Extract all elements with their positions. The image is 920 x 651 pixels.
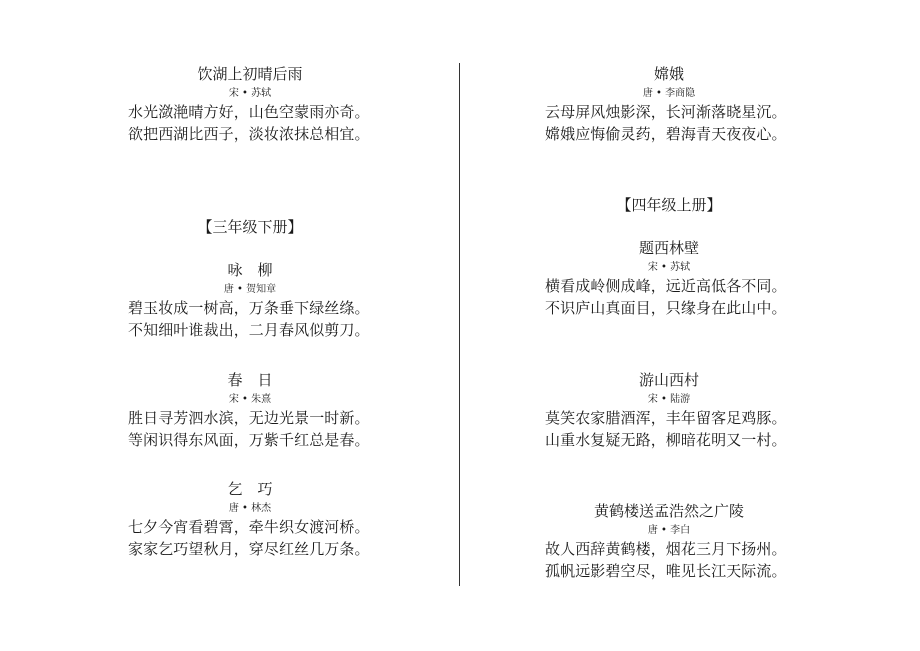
poem-yong-liu (128, 260, 372, 341)
poem-ti-xi-lin-bi (545, 238, 793, 319)
poem-line: 家家乞巧望秋月，穿尽红丝几万条。 (128, 540, 370, 558)
section-heading-grade4-vol1: 【四年级上册】 (616, 196, 722, 214)
poem-line: 嫦娥应悔偷灵药，碧海青天夜夜心。 (545, 125, 787, 143)
poem-author: 唐 • 李商隐 (642, 88, 696, 99)
poem-author: 唐 • 贺知章 (223, 284, 277, 295)
poem-author: 宋 • 陆游 (647, 394, 691, 405)
poem-author: 宋 • 苏轼 (228, 88, 272, 99)
poem-line: 碧玉妆成一树高，万条垂下绿丝绦。 (128, 299, 370, 317)
poem-huang-he-lou (545, 501, 793, 582)
poem-line: 横看成岭侧成峰，远近高低各不同。 (545, 277, 787, 295)
poem-author: 唐 • 林杰 (228, 503, 272, 514)
poem-line: 欲把西湖比西子，淡妆浓抹总相宜。 (128, 125, 370, 143)
poem-yin-hu-shang (128, 64, 372, 145)
poem-title: 春 日 (227, 371, 273, 389)
poem-qi-qiao (128, 479, 372, 560)
poem-line: 山重水复疑无路，柳暗花明又一村。 (545, 431, 787, 449)
poem-chun-ri (128, 370, 372, 451)
poem-you-shan-xi-cun (545, 370, 793, 451)
poem-title: 黄鹤楼送孟浩然之广陵 (593, 502, 744, 520)
poem-line: 水光潋滟晴方好，山色空蒙雨亦奇。 (128, 103, 370, 121)
section-heading-grade3-vol2: 【三年级下册】 (197, 218, 303, 236)
poem-line: 故人西辞黄鹤楼，烟花三月下扬州。 (545, 540, 787, 558)
poem-line: 不知细叶谁裁出，二月春风似剪刀。 (128, 321, 370, 339)
poem-author: 宋 • 朱熹 (228, 394, 272, 405)
poem-author: 宋 • 苏轼 (647, 262, 691, 273)
poem-title: 题西林壁 (638, 239, 699, 257)
poem-title: 嫦娥 (653, 65, 684, 83)
poem-title: 饮湖上初晴后雨 (197, 65, 303, 83)
poem-line: 莫笑农家腊酒浑，丰年留客足鸡豚。 (545, 409, 787, 427)
poem-line: 孤帆远影碧空尽，唯见长江天际流。 (545, 562, 787, 580)
poem-line: 不识庐山真面目，只缘身在此山中。 (545, 299, 787, 317)
poem-title: 咏 柳 (227, 261, 273, 279)
poem-title: 游山西村 (638, 371, 699, 389)
poem-author: 唐 • 李白 (647, 525, 691, 536)
poem-line: 等闲识得东风面，万紫千红总是春。 (128, 431, 370, 449)
poem-line: 胜日寻芳泗水滨，无边光景一时新。 (128, 409, 370, 427)
poem-line: 七夕今宵看碧霄，牵牛织女渡河桥。 (128, 518, 370, 536)
poem-line: 云母屏风烛影深，长河渐落晓星沉。 (545, 103, 787, 121)
column-divider (459, 63, 460, 586)
poem-chang-e (545, 64, 793, 145)
poem-title: 乞 巧 (227, 480, 273, 498)
